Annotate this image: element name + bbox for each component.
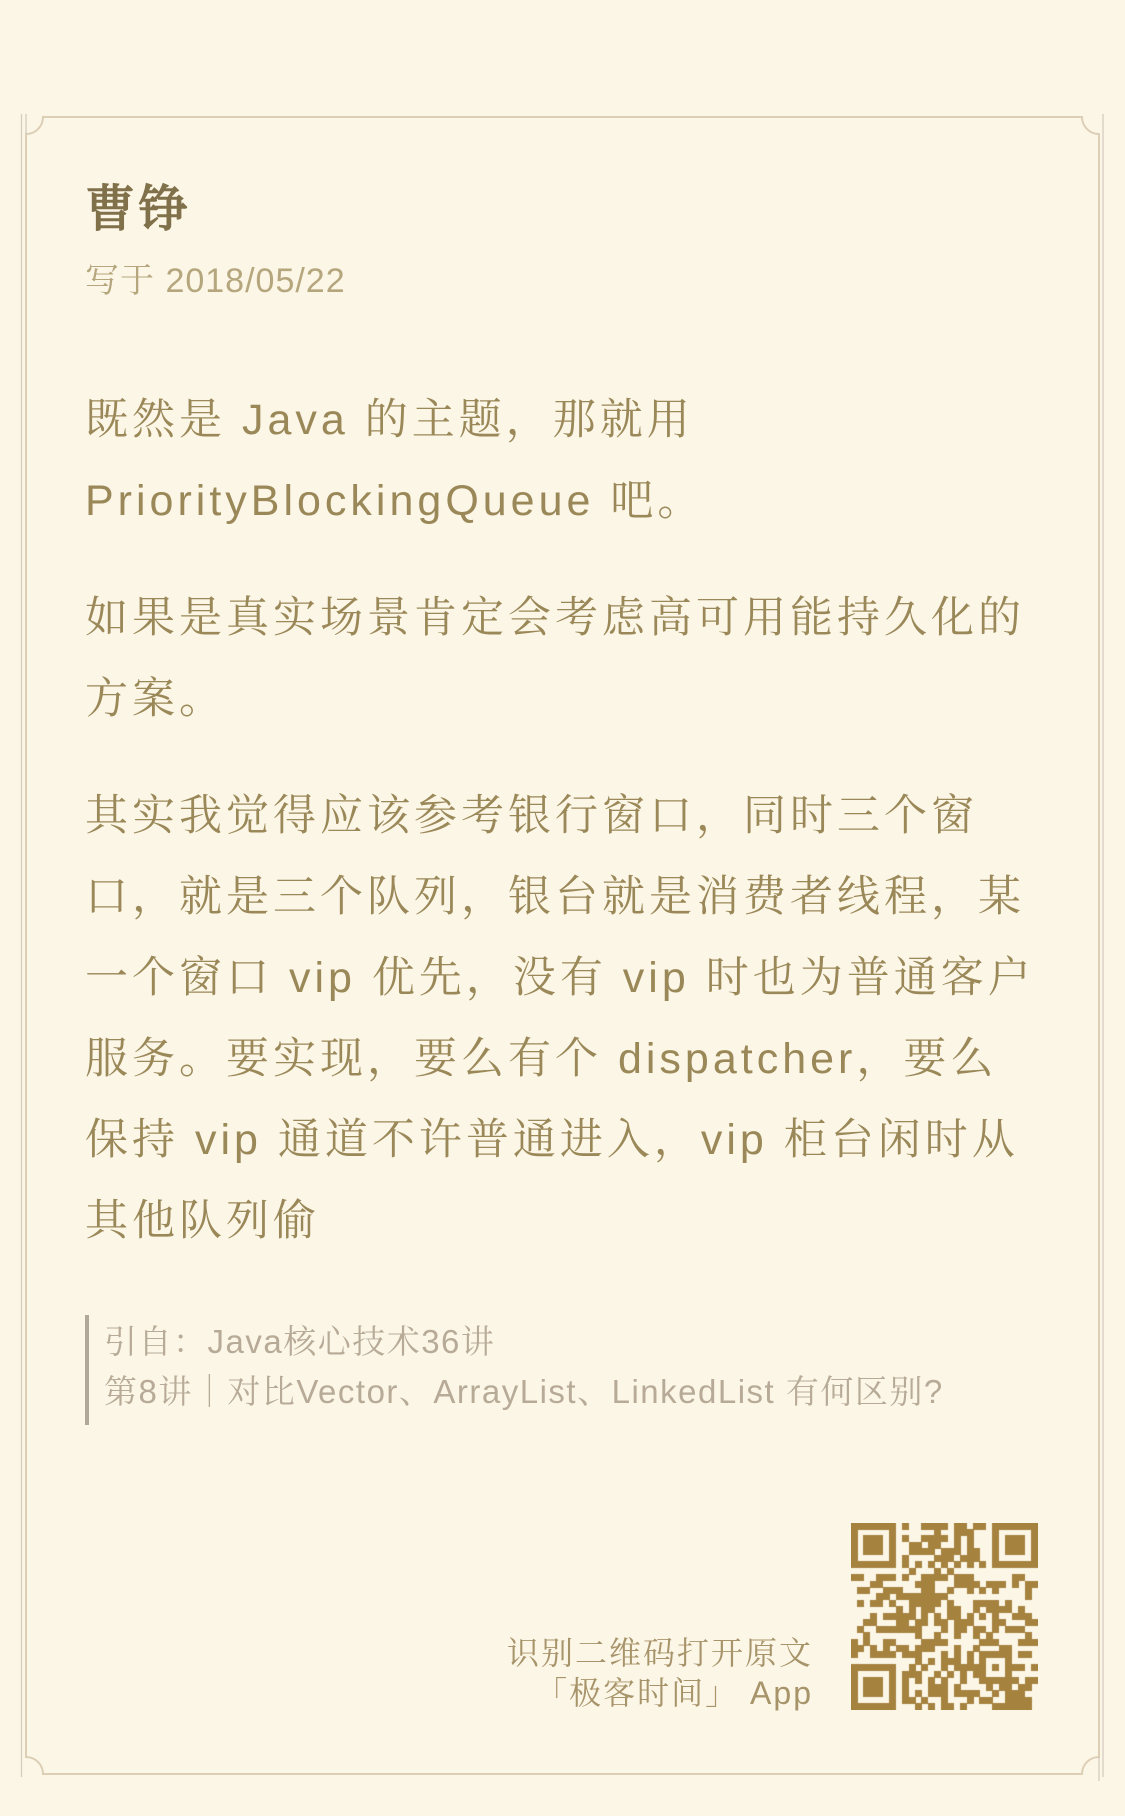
author-name: 曹铮 <box>85 181 191 237</box>
app-name-text: 「极客时间」 App <box>535 1675 813 1711</box>
card-content <box>85 0 1040 1425</box>
quote-block <box>85 1315 1040 1425</box>
comment-paragraph: 如果是真实场景肯定会考虑高可用能持久化的方案。 <box>85 594 1025 723</box>
quote-chapter: 第8讲｜对比Vector、ArrayList、LinkedList 有何区别? <box>104 1373 944 1410</box>
post-date: 写于 2018/05/22 <box>85 262 346 300</box>
footer-caption <box>507 1633 813 1713</box>
comment-paragraph: 既然是 Java 的主题，那就用 PriorityBlockingQueue 吧。 <box>85 396 705 525</box>
comment-paragraph: 其实我觉得应该参考银行窗口，同时三个窗口，就是三个队列，银台就是消费者线程，某一个窗口 vip 优先，没有 vip 时也为普通客户服务。要实现，要么有个 dispatcher，要么保持 vip 通道不许普通进入，vip 柜台闲时从其他队列偷 <box>85 792 1035 1245</box>
quote-source: 引自：Java核心技术36讲 <box>104 1323 496 1360</box>
comment-body <box>85 380 1040 1262</box>
qr-code <box>851 1523 1038 1710</box>
scan-hint-text: 识别二维码打开原文 <box>506 1635 813 1671</box>
